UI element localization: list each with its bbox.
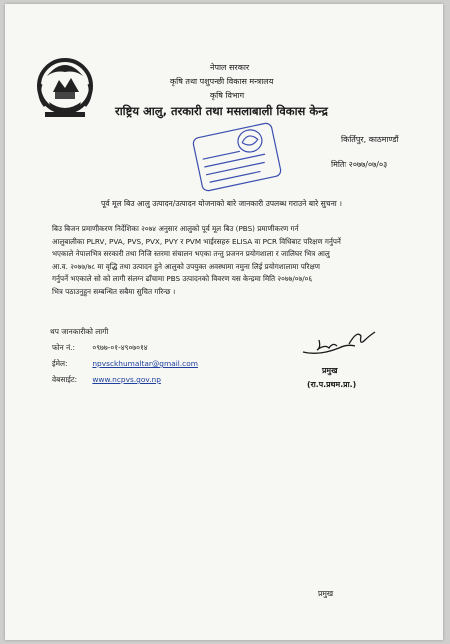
signatory-title: प्रमुख [322,366,338,375]
website-label: वेबसाईट: [52,375,78,384]
nepal-emblem-icon [35,56,95,120]
body-line: बिउ बिजन प्रमाणीकरण निर्देशिका २०७४ अनुसार आलुको पूर्व मूल बिउ (PBS) प्रमाणीकरण गर्न [52,224,299,233]
signature-icon [299,326,377,360]
date-value: २०७७/०७/०३ [348,160,388,169]
notice-subject: पूर्व मूल बिउ आलु उत्पादन/उत्पादन योजनाको बारे जानकारी उपलब्ध गराउने बारे सुचना । [101,199,343,208]
contact-heading: थप जानकारीको लागी [50,327,109,336]
body-line: भित्र पठाउनुहुन सम्बन्धित सबैमा सुचित गरिन्छ । [52,286,176,296]
email-label: ईमेल: [52,359,68,368]
bottom-signatory-title: प्रमुख [318,589,334,598]
body-line: भएकाले नेपालभित्र सरकारी तथा निजि स्तरमा संचालन भएका तन्तु प्रजनन प्रयोगशाला र जालिघर भित्र आलु [52,249,330,259]
office-stamp-icon [191,122,283,192]
body-line: आ.व. २०७७/७८ मा वृद्धि तथा उत्पादन हुने आलुको उपयुक्त अवस्थामा नमुना लिई प्रयोगशालामा परिक्षण [52,261,320,271]
header-government: नेपाल सरकार [210,63,250,72]
letter-date [331,159,387,170]
signatory-rank: (रा.प.प्रथम.प्रा.) [307,380,357,389]
header-ministry: कृषि तथा पशुपन्छी विकास मन्त्रालय [170,77,274,86]
contact-email [52,359,198,369]
contact-phone [52,343,148,353]
phone-label: फोन नं.: [52,343,76,352]
notice-body [52,223,412,299]
body-line: आलुबालीका PLRV, PVA, PVS, PVX, PVY र PVM भाईरसहरु ELISA वा PCR विधिबाट परिक्षण गर्नुपर्ने [52,236,341,246]
office-location: किर्तिपुर, काठमाण्डौं [341,135,399,144]
letter-page [5,4,443,640]
contact-website [52,375,161,385]
body-line: गर्नुपर्ने भएकाले सो को लागी संलग्न ढाँचामा PBS उत्पादनको विवरण यस केन्द्रमा मिति २०७७/०७/०६ [52,274,313,284]
email-link[interactable]: npvsckhumaltar@gmail.com [92,359,198,368]
header-office-name: राष्ट्रिय आलु, तरकारी तथा मसलाबाली विकास केन्द्र [115,104,328,118]
header-department: कृषि विभाग [210,91,245,100]
website-link[interactable]: www.ncpvs.gov.np [92,375,161,384]
phone-number: ०९७७-०१-४९०७०१४ [92,343,148,352]
date-label: मितिः [331,160,347,169]
